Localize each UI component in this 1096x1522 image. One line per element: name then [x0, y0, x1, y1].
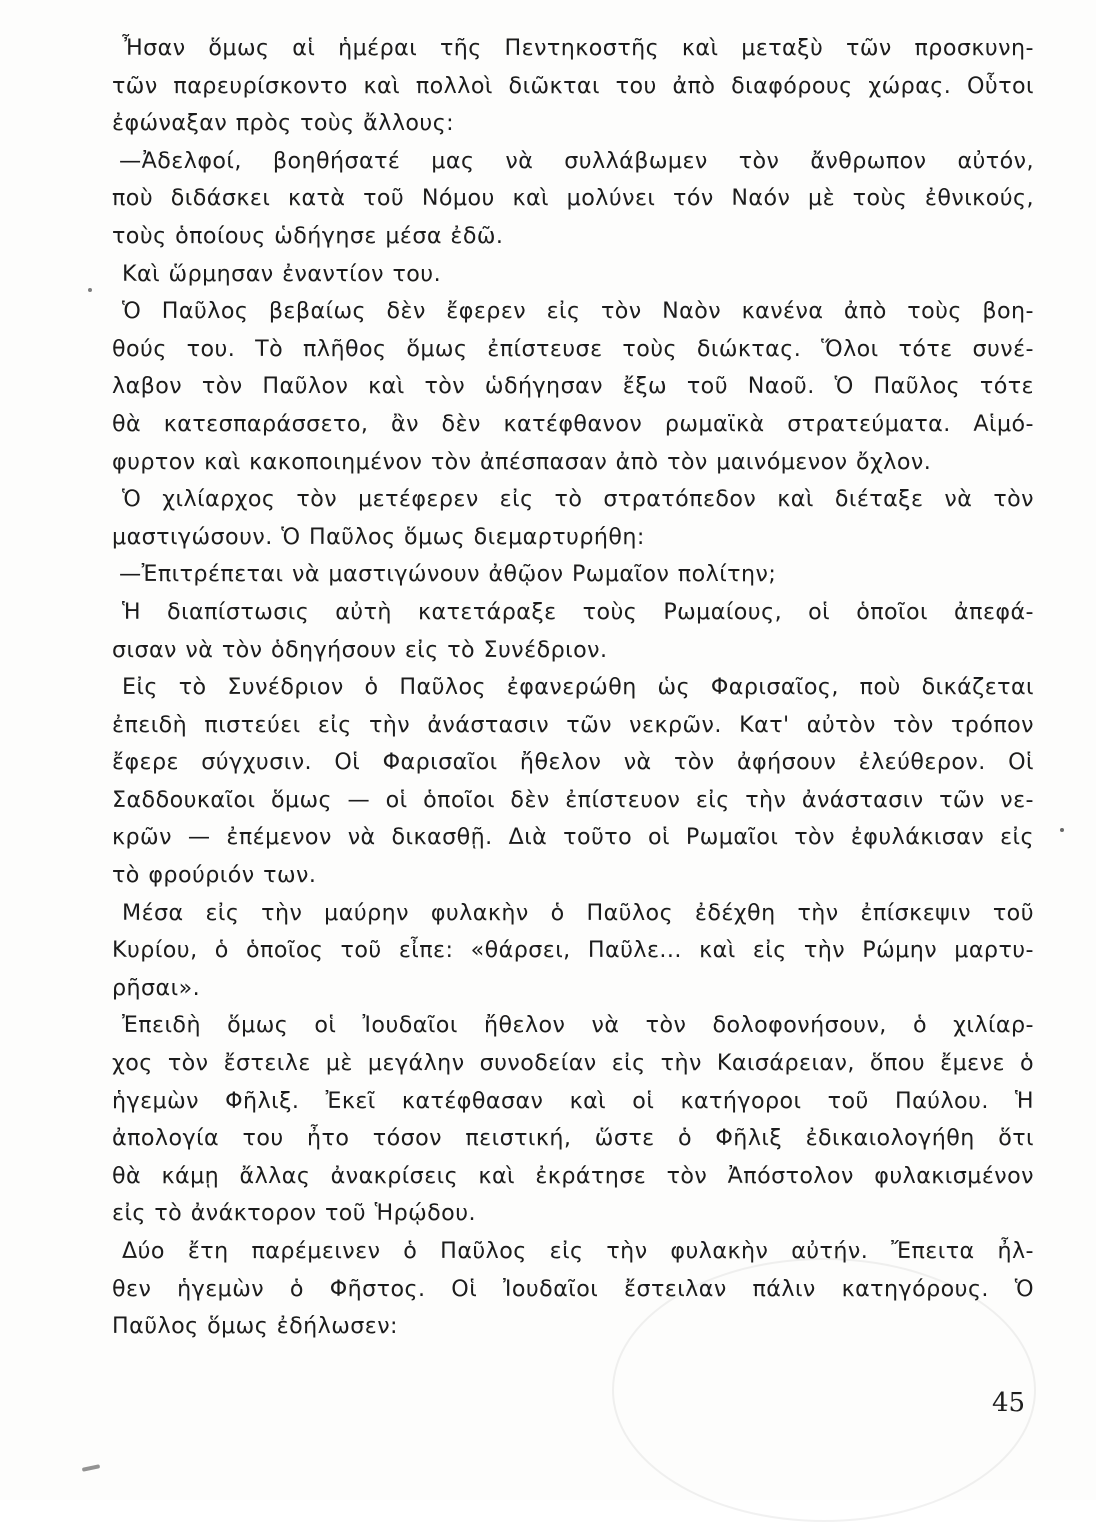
text-line: θὰ κατεσπαράσσετο, ἂν δὲν κατέφθανον ρωμαϊκὰ στρατεύματα. Αἱμό- [112, 410, 1034, 437]
paragraph [112, 143, 1034, 256]
text-line: Ἦσαν ὅμως αἱ ἡμέραι τῆς Πεντηκοστῆς καὶ μεταξὺ τῶν προσκυνη- [122, 35, 1034, 61]
text-line: ἐπειδὴ πιστεύει εἰς τὴν ἀνάστασιν τῶν νεκρῶν. Κατ' αὐτὸν τὸν τρόπον [112, 711, 1034, 738]
text-line: τὸ φρούριόν των. [112, 862, 317, 889]
text-line: Ἐπειδὴ ὅμως οἱ Ἰουδαῖοι ἤθελον νὰ τὸν δολοφονήσουν, ὁ χιλίαρ- [122, 1012, 1034, 1039]
text-line: τῶν παρευρίσκοντο καὶ πολλοὶ διῶκται του ἀπὸ διαφόρους χώρας. Οὗτοι [112, 72, 1034, 99]
text-line: σισαν νὰ τὸν ὁδηγήσουν εἰς τὸ Συνέδριον. [112, 636, 608, 663]
paragraph [112, 481, 1034, 556]
paragraph [112, 1233, 1034, 1346]
text-line: Καὶ ὥρμησαν ἐναντίον του. [122, 260, 442, 287]
text-line: εἰς τὸ ἀνάκτορον τοῦ Ἡρῴδου. [112, 1200, 476, 1227]
text-line: Ὁ Παῦλος βεβαίως δὲν ἔφερεν εἰς τὸν Ναὸν κανένα ἀπὸ τοὺς βοη- [122, 298, 1034, 325]
ink-speck [1060, 828, 1064, 832]
paragraph [112, 30, 1034, 143]
text-line: κρῶν — ἐπέμενον νὰ δικασθῇ. Διὰ τοῦτο οἱ Ρωμαῖοι τὸν ἐφυλάκισαν εἰς [112, 824, 1034, 851]
text-line: Εἰς τὸ Συνέδριον ὁ Παῦλος ἐφανερώθη ὡς Φαρισαῖος, ποὺ δικάζεται [122, 674, 1034, 701]
text-line: ἡγεμὼν Φῆλιξ. Ἐκεῖ κατέφθασαν καὶ οἱ κατήγοροι τοῦ Παύλου. Ἡ [112, 1087, 1034, 1114]
text-line: Ὁ χιλίαρχος τὸν μετέφερεν εἰς τὸ στρατόπεδον καὶ διέταξε νὰ τὸν [122, 486, 1034, 513]
ink-speck [88, 288, 92, 292]
paragraph [112, 1007, 1034, 1233]
text-line: Σαδδουκαῖοι ὅμως — οἱ ὁποῖοι δὲν ἐπίστευον εἰς τὴν ἀνάστασιν τῶν νε- [112, 786, 1034, 813]
text-line: Ἡ διαπίστωσις αὐτὴ κατετάραξε τοὺς Ρωμαίους, οἱ ὁποῖοι ἀπεφά- [122, 598, 1034, 625]
paragraph [112, 256, 1034, 294]
text-line: Μέσα εἰς τὴν μαύρην φυλακὴν ὁ Παῦλος ἐδέχθη τὴν ἐπίσκεψιν τοῦ [122, 899, 1034, 926]
text-line: ἐφώναξαν πρὸς τοὺς ἄλλους: [112, 110, 455, 137]
body-text [112, 30, 1034, 1346]
text-line: Παῦλος ὅμως ἐδήλωσεν: [112, 1313, 398, 1340]
text-line: —Ἀδελφοί, βοηθήσατέ μας νὰ συλλάβωμεν τὸν ἄνθρωπον αὐτόν, [119, 147, 1034, 174]
text-line: ἔφερε σύγχυσιν. Οἱ Φαρισαῖοι ἤθελον νὰ τὸν ἀφήσουν ἐλεύθερον. Οἱ [112, 749, 1034, 776]
text-line: ρῆσαι». [112, 974, 201, 1001]
text-line: Κυρίου, ὁ ὁποῖος τοῦ εἶπε: «θάρσει, Παῦλε... καὶ εἰς τὴν Ρώμην μαρτυ- [112, 937, 1034, 964]
text-line: Δύο ἔτη παρέμεινεν ὁ Παῦλος εἰς τὴν φυλακὴν αὐτήν. Ἔπειτα ἦλ- [122, 1238, 1034, 1264]
text-line: ἀπολογία του ἦτο τόσον πειστική, ὥστε ὁ Φῆλιξ ἐδικαιολογήθη ὅτι [112, 1125, 1034, 1152]
text-line: —Ἐπιτρέπεται νὰ μαστιγώνουν ἀθῷον Ρωμαῖον πολίτην; [119, 561, 777, 588]
paragraph [112, 594, 1034, 669]
text-line: χος τὸν ἔστειλε μὲ μεγάλην συνοδείαν εἰς τὴν Καισάρειαν, ὅπου ἔμενε ὁ [112, 1050, 1034, 1077]
text-line: ποὺ διδάσκει κατὰ τοῦ Νόμου καὶ μολύνει τόν Ναόν μὲ τοὺς ἐθνικούς, [112, 185, 1034, 212]
text-line: θούς του. Τὸ πλῆθος ὅμως ἐπίστευσε τοὺς διώκτας. Ὅλοι τότε συνέ- [112, 335, 1034, 362]
text-line: μαστιγώσουν. Ὁ Παῦλος ὅμως διεμαρτυρήθη: [112, 523, 645, 550]
text-line: τοὺς ὁποίους ὡδήγησε μέσα ἐδῶ. [112, 222, 504, 249]
text-line: θεν ἡγεμὼν ὁ Φῆστος. Οἱ Ἰουδαῖοι ἔστειλαν πάλιν κατηγόρους. Ὁ [112, 1275, 1034, 1302]
text-line: φυρτον καὶ κακοποιημένον τὸν ἀπέσπασαν ἀπὸ τὸν μαινόμενον ὄχλον. [112, 448, 932, 475]
page-number: 45 [992, 1388, 1026, 1418]
paragraph [112, 293, 1034, 481]
text-line: θὰ κάμῃ ἄλλας ἀνακρίσεις καὶ ἐκράτησε τὸν Ἀπόστολον φυλακισμένον [112, 1162, 1034, 1189]
paragraph [112, 556, 1034, 594]
text-line: λαβον τὸν Παῦλον καὶ τὸν ὡδήγησαν ἔξω τοῦ Ναοῦ. Ὁ Παῦλος τότε [112, 373, 1034, 400]
paragraph [112, 669, 1034, 895]
paragraph [112, 895, 1034, 1008]
ink-smudge [82, 1464, 100, 1472]
